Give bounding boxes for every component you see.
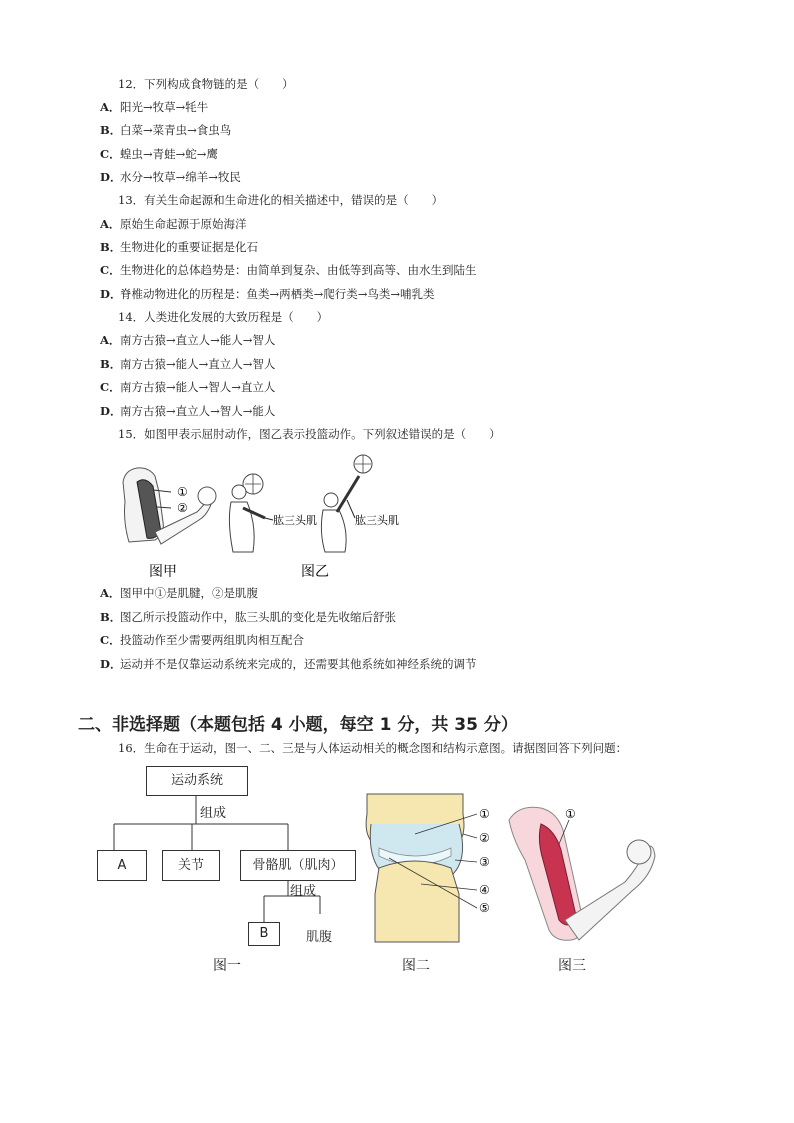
concept-compose-2: 组成 xyxy=(290,884,317,899)
option-label: C． xyxy=(100,263,121,277)
option-text: 生物进化的重要证据是化石 xyxy=(120,240,258,254)
basketball-player-1 xyxy=(229,474,273,552)
section-heading: 二、非选择题（本题包括 4 小题，每空 1 分，共 35 分） xyxy=(78,715,518,735)
option-text: 脊椎动物进化的历程是：鱼类→两栖类→爬行类→鸟类→哺乳类 xyxy=(120,287,435,301)
fig15-caption-jia: 图甲 xyxy=(149,564,177,580)
figure-15 xyxy=(115,452,399,582)
option-label: A． xyxy=(100,100,121,114)
question-16-stem: 16．生命在于运动，图一、二、三是与人体运动相关的概念图和结构示意图。请据图回答下列问题： xyxy=(118,741,628,755)
concept-node-root: 运动系统 xyxy=(146,766,248,796)
concept-node-b: B xyxy=(248,922,280,946)
option-label: C． xyxy=(100,380,121,394)
option-13c xyxy=(100,262,477,278)
option-label: B． xyxy=(100,357,122,371)
option-label: B． xyxy=(100,240,122,254)
option-text: 生物进化的总体趋势是：由简单到复杂、由低等到高等、由水生到陆生 xyxy=(120,263,477,277)
option-12b xyxy=(100,122,231,138)
fig15-caption-yi: 图乙 xyxy=(301,564,329,580)
option-label: C． xyxy=(100,633,121,647)
option-14d xyxy=(100,403,275,419)
question-13-stem: 13．有关生命起源和生命进化的相关描述中，错误的是（ ） xyxy=(118,193,444,207)
concept-node-muscle: 骨骼肌（肌肉） xyxy=(240,850,356,881)
option-label: D． xyxy=(100,287,122,301)
option-text: 投篮动作至少需要两组肌肉相互配合 xyxy=(120,633,304,647)
joint-label-3: ③ xyxy=(479,855,490,869)
option-12a xyxy=(100,99,208,115)
fist xyxy=(627,840,651,864)
option-13d xyxy=(100,286,435,302)
option-text: 蝗虫→青蛙→蛇→鹰 xyxy=(120,147,218,161)
joint-label-5: ⑤ xyxy=(479,901,490,915)
option-14a xyxy=(100,332,275,348)
fig15-num-2: ② xyxy=(177,501,188,515)
joint-label-4: ④ xyxy=(479,883,490,897)
option-text: 南方古猿→能人→直立人→智人 xyxy=(120,357,276,371)
question-12-stem: 12．下列构成食物链的是（ ） xyxy=(118,77,294,91)
option-text: 南方古猿→直立人→智人→能人 xyxy=(120,404,276,418)
concept-node-joint: 关节 xyxy=(162,850,220,881)
option-15d xyxy=(100,656,477,672)
option-12d xyxy=(100,169,241,185)
option-15c xyxy=(100,632,304,648)
option-text: 阳光→牧草→牦牛 xyxy=(120,100,209,114)
arm-flexion-illustration xyxy=(123,468,216,544)
question-15-stem: 15．如图甲表示屈肘动作，图乙表示投篮动作。下列叙述错误的是（ ） xyxy=(118,427,501,441)
option-label: B． xyxy=(100,123,122,137)
joint-label-1: ① xyxy=(479,807,490,821)
option-label: D． xyxy=(100,404,122,418)
option-label: D． xyxy=(100,170,122,184)
option-label: A． xyxy=(100,333,121,347)
option-12c xyxy=(100,146,218,162)
figure-3-caption: 图三 xyxy=(558,958,586,974)
option-13a xyxy=(100,216,247,232)
fig15-muscle-label-1: 肱三头肌 xyxy=(273,514,317,527)
fig15-num-1: ① xyxy=(177,485,188,499)
arm-muscle-figure xyxy=(505,800,665,945)
arm-label-1: ① xyxy=(565,807,576,821)
option-text: 原始生命起源于原始海洋 xyxy=(120,217,247,231)
option-14c xyxy=(100,379,275,395)
figure-2-caption: 图二 xyxy=(402,958,430,974)
option-15a xyxy=(100,585,258,601)
figure-1-caption: 图一 xyxy=(213,958,241,974)
question-14-stem: 14．人类进化发展的大致历程是（ ） xyxy=(118,310,329,324)
option-label: B． xyxy=(100,610,122,624)
option-14b xyxy=(100,356,275,372)
option-text: 图乙所示投篮动作中，肱三头肌的变化是先收缩后舒张 xyxy=(120,610,396,624)
option-label: A． xyxy=(100,217,121,231)
option-text: 运动并不是仅靠运动系统来完成的，还需要其他系统如神经系统的调节 xyxy=(120,657,477,671)
option-text: 南方古猿→直立人→能人→智人 xyxy=(120,333,276,347)
concept-node-a: A xyxy=(97,850,147,881)
option-label: D． xyxy=(100,657,122,671)
option-text: 水分→牧草→绵羊→牧民 xyxy=(120,170,241,184)
joint-label-2: ② xyxy=(479,831,490,845)
option-label: A． xyxy=(100,586,121,600)
concept-compose-1: 组成 xyxy=(200,806,227,821)
option-label: C． xyxy=(100,147,121,161)
basketball-player-2 xyxy=(321,455,372,552)
option-15b xyxy=(100,609,396,625)
lower-bone xyxy=(375,861,459,942)
fig15-muscle-label-2: 肱三头肌 xyxy=(355,514,399,527)
option-text: 图甲中①是肌腱，②是肌腹 xyxy=(120,586,258,600)
concept-node-belly: 肌腹 xyxy=(306,930,333,945)
option-text: 白菜→菜青虫→食虫鸟 xyxy=(120,123,232,137)
joint-structure-figure xyxy=(355,794,505,949)
option-13b xyxy=(100,239,258,255)
option-text: 南方古猿→能人→智人→直立人 xyxy=(120,380,276,394)
